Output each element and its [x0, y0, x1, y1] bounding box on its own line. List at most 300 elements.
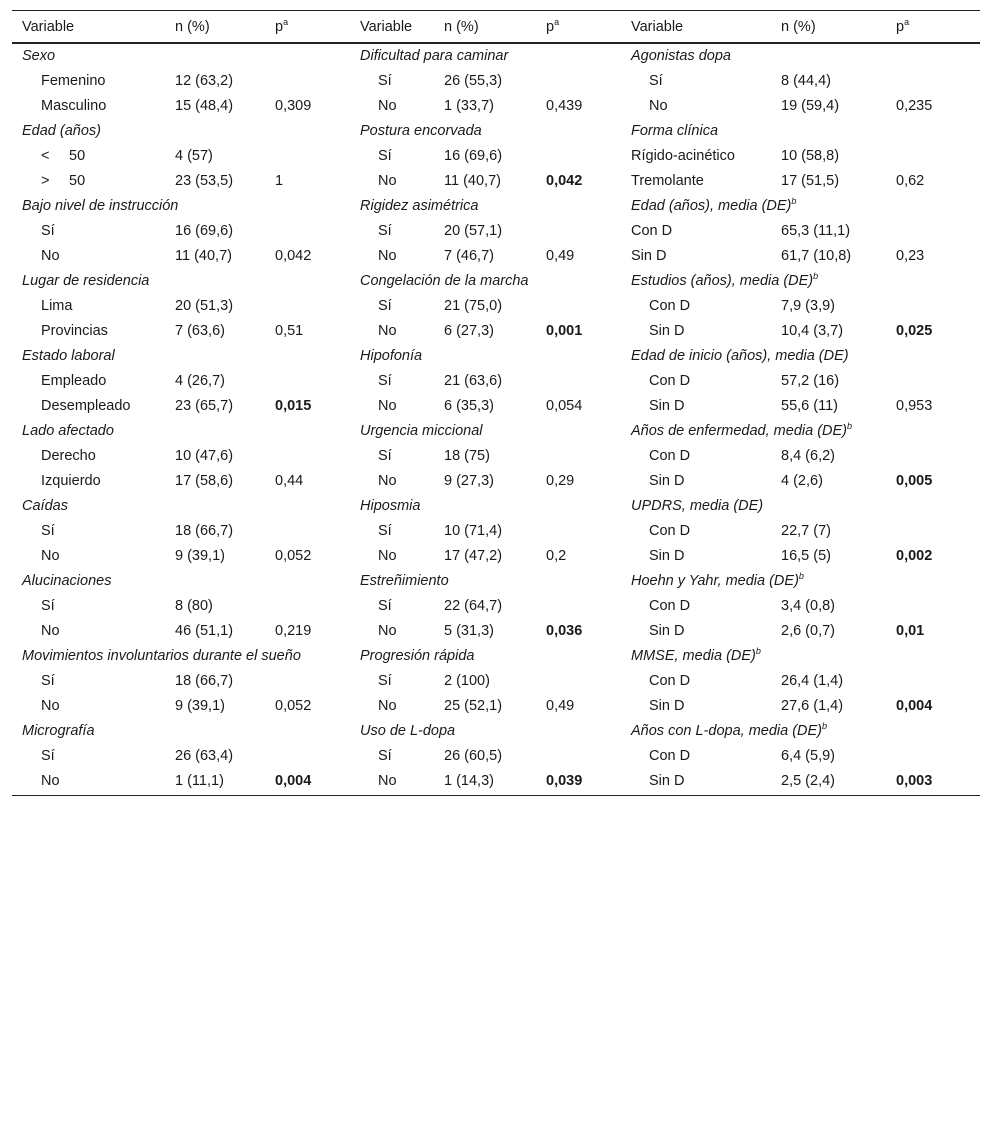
n-value: 61,7 (10,8)	[781, 248, 852, 264]
header-p-2	[546, 11, 631, 44]
row-label	[12, 394, 175, 419]
category-text: Agonistas dopa	[631, 48, 731, 64]
category-text: Estudios (años), media (DE)	[631, 273, 814, 289]
n-value: 12 (63,2)	[175, 73, 234, 89]
row-label	[12, 369, 175, 394]
n-value: 1 (11,1)	[175, 769, 275, 796]
category-label	[12, 194, 360, 219]
n-value: 6 (27,3)	[444, 323, 494, 339]
row-label-text: Derecho	[41, 448, 96, 464]
table-row	[12, 569, 980, 594]
p-value: 0,054	[546, 398, 583, 414]
row-label	[631, 744, 781, 769]
category-label	[631, 43, 980, 69]
category-footnote-mark: b	[791, 196, 797, 206]
n-value: 27,6 (1,4)	[781, 698, 844, 714]
header-row	[12, 11, 980, 44]
table-row	[12, 169, 980, 194]
header-n-1: n (%)	[175, 11, 275, 44]
row-label-text: No	[649, 98, 668, 114]
n-value: 10,4 (3,7)	[781, 323, 844, 339]
table-row	[12, 269, 980, 294]
category-text: Bajo nivel de instrucción	[22, 198, 179, 214]
category-text: Congelación de la marcha	[360, 273, 529, 289]
p-value: 0,51	[275, 323, 304, 339]
category-label	[12, 43, 360, 69]
p-value: 0,036	[546, 623, 583, 639]
row-label	[12, 444, 175, 469]
row-label-text: No	[41, 698, 60, 714]
row-label	[360, 394, 444, 419]
results-table-container	[12, 10, 980, 796]
category-label	[631, 569, 980, 594]
n-value: 2 (100)	[444, 673, 490, 689]
n-value: 21 (63,6)	[444, 373, 503, 389]
table-row	[12, 419, 980, 444]
row-label	[360, 594, 444, 619]
n-value: 23 (65,7)	[175, 398, 234, 414]
header-n-2: n (%)	[444, 11, 546, 44]
row-label	[360, 319, 444, 344]
n-value: 26 (63,4)	[175, 748, 234, 764]
header-p-sup: a	[904, 17, 910, 27]
row-label-text: No	[378, 173, 397, 189]
n-value: 23 (53,5)	[175, 173, 234, 189]
p-value	[546, 669, 631, 694]
p-value: 0,219	[275, 623, 312, 639]
row-label	[12, 294, 175, 319]
n-value: 8 (80)	[175, 598, 213, 614]
p-value	[546, 594, 631, 619]
n-value: 9 (27,3)	[444, 473, 494, 489]
row-label-text: Sí	[378, 598, 392, 614]
row-label	[12, 694, 175, 719]
row-label-text: No	[41, 548, 60, 564]
table-row	[12, 669, 980, 694]
p-value	[546, 369, 631, 394]
row-label-text: Sí	[41, 523, 55, 539]
p-value	[546, 519, 631, 544]
category-label	[12, 419, 360, 444]
p-value	[546, 294, 631, 319]
row-label	[360, 694, 444, 719]
n-value: 6 (35,3)	[444, 398, 494, 414]
row-label-text: Sin D	[631, 248, 667, 264]
n-value: 21 (75,0)	[444, 298, 503, 314]
category-text: Hiposmia	[360, 498, 421, 514]
category-label	[12, 719, 360, 744]
category-text: MMSE, media (DE)	[631, 648, 756, 664]
category-label	[631, 344, 980, 369]
n-value: 6,4 (5,9)	[781, 748, 835, 764]
table-header	[12, 11, 980, 44]
row-label	[631, 694, 781, 719]
row-label	[360, 169, 444, 194]
category-text: Movimientos involuntarios durante el sueño	[22, 648, 301, 664]
category-text: Lugar de residencia	[22, 273, 150, 289]
n-value: 10 (47,6)	[175, 448, 234, 464]
n-value: 7,9 (3,9)	[781, 298, 835, 314]
row-label-text: Sí	[41, 673, 55, 689]
table-row	[12, 619, 980, 644]
n-value: 18 (66,7)	[175, 523, 234, 539]
category-text: Dificultad para caminar	[360, 48, 509, 64]
row-label	[360, 244, 444, 269]
n-value: 4 (2,6)	[781, 473, 823, 489]
row-label-text: Sin D	[649, 473, 685, 489]
table-row	[12, 94, 980, 119]
row-label	[631, 169, 781, 194]
row-label-text: Sin D	[649, 698, 685, 714]
p-value: 0,052	[275, 548, 312, 564]
category-text: Lado afectado	[22, 423, 114, 439]
category-label	[360, 719, 631, 744]
p-value: 0,042	[546, 173, 583, 189]
n-value: 10 (58,8)	[781, 148, 840, 164]
n-value: 11 (40,7)	[175, 248, 232, 264]
row-label-text: Con D	[649, 373, 691, 389]
category-text: Edad (años)	[22, 123, 101, 139]
row-label	[631, 144, 781, 169]
category-text: Edad de inicio (años), media (DE)	[631, 348, 849, 364]
row-label-text: Con D	[649, 298, 691, 314]
n-value: 26 (60,5)	[444, 748, 503, 764]
row-label	[631, 244, 781, 269]
p-value: 0,001	[546, 323, 583, 339]
p-value	[275, 744, 360, 769]
p-value	[896, 219, 980, 244]
n-value: 2,6 (0,7)	[781, 623, 835, 639]
row-label	[631, 219, 781, 244]
n-value: 4 (26,7)	[175, 373, 225, 389]
row-label-text: Sin D	[649, 548, 685, 564]
category-text: Estado laboral	[22, 348, 115, 364]
row-label	[12, 594, 175, 619]
p-value: 0,44	[275, 473, 304, 489]
table-row	[12, 319, 980, 344]
category-label	[12, 344, 360, 369]
n-value: 10 (71,4)	[444, 523, 503, 539]
table-row	[12, 719, 980, 744]
category-text: Sexo	[22, 48, 56, 64]
table-row	[12, 294, 980, 319]
p-value	[546, 144, 631, 169]
table-row	[12, 544, 980, 569]
n-value: 9 (39,1)	[175, 548, 225, 564]
row-label	[12, 519, 175, 544]
n-value: 46 (51,1)	[175, 623, 234, 639]
row-label	[631, 369, 781, 394]
comparison-symbol: <	[41, 148, 50, 164]
category-text: Hipofonía	[360, 348, 423, 364]
row-label-text: Con D	[649, 673, 691, 689]
row-label	[12, 169, 175, 194]
category-label	[12, 269, 360, 294]
n-value: 22 (64,7)	[444, 598, 503, 614]
category-text: UPDRS, media (DE)	[631, 498, 764, 514]
row-label	[360, 519, 444, 544]
row-label-text: No	[378, 698, 397, 714]
p-value: 0,004	[275, 769, 360, 796]
p-value: 0,23	[896, 248, 925, 264]
n-value: 65,3 (11,1)	[781, 223, 851, 239]
p-value	[896, 594, 980, 619]
row-label-text: Sí	[649, 73, 663, 89]
row-label-text: No	[378, 98, 397, 114]
row-label-text: Sí	[378, 73, 392, 89]
category-label	[360, 43, 631, 69]
row-label-text: Tremolante	[631, 173, 704, 189]
row-label-text: No	[41, 773, 60, 789]
row-label-text: Femenino	[41, 73, 106, 89]
category-label	[360, 419, 631, 444]
table-row	[12, 69, 980, 94]
n-value: 15 (48,4)	[175, 98, 234, 114]
category-label	[631, 494, 980, 519]
row-label	[12, 769, 175, 796]
n-value: 17 (58,6)	[175, 473, 234, 489]
header-variable-3: Variable	[631, 11, 781, 44]
table-row	[12, 644, 980, 669]
row-label	[360, 94, 444, 119]
row-label	[360, 544, 444, 569]
n-value: 4 (57)	[175, 148, 213, 164]
n-value: 7 (46,7)	[444, 248, 494, 264]
row-label-text: Con D	[631, 223, 673, 239]
p-value	[896, 444, 980, 469]
p-value	[546, 744, 631, 769]
n-value: 16 (69,6)	[444, 148, 503, 164]
row-label	[360, 69, 444, 94]
row-label-text: 50	[69, 148, 86, 164]
row-label-text: Sí	[41, 748, 55, 764]
row-label	[631, 294, 781, 319]
row-label	[360, 669, 444, 694]
p-value: 0,004	[896, 698, 933, 714]
category-footnote-mark: b	[847, 421, 853, 431]
p-value: 0,039	[546, 769, 631, 796]
p-value: 0,49	[546, 248, 575, 264]
row-label-text: Sí	[378, 523, 392, 539]
p-value: 0,29	[546, 473, 575, 489]
table-row	[12, 244, 980, 269]
category-label	[631, 419, 980, 444]
p-value: 0,002	[896, 548, 933, 564]
n-value: 19 (59,4)	[781, 98, 840, 114]
row-label-text: Izquierdo	[41, 473, 101, 489]
row-label	[360, 144, 444, 169]
p-value: 0,025	[896, 323, 933, 339]
category-footnote-mark: b	[813, 271, 819, 281]
table-row	[12, 344, 980, 369]
p-value: 0,953	[896, 398, 933, 414]
n-value: 9 (39,1)	[175, 698, 225, 714]
row-label-text: Sí	[378, 673, 392, 689]
row-label-text: No	[378, 623, 397, 639]
n-value: 18 (75)	[444, 448, 490, 464]
category-label	[12, 569, 360, 594]
row-label	[360, 294, 444, 319]
row-label-text: No	[378, 323, 397, 339]
p-value	[275, 444, 360, 469]
n-value: 17 (51,5)	[781, 173, 840, 189]
row-label-text: Sin D	[649, 773, 685, 789]
p-value: 0,309	[275, 98, 312, 114]
header-p-label: p	[896, 19, 905, 35]
category-label	[12, 119, 360, 144]
row-label	[631, 69, 781, 94]
row-label-text: 50	[69, 173, 86, 189]
table-row	[12, 769, 980, 796]
header-p-sup: a	[554, 17, 560, 27]
p-value	[896, 744, 980, 769]
category-label	[360, 269, 631, 294]
row-label	[360, 744, 444, 769]
header-p-sup: a	[283, 17, 289, 27]
p-value: 0,015	[275, 398, 312, 414]
p-value: 0,003	[896, 769, 980, 796]
row-label	[12, 744, 175, 769]
p-value	[275, 369, 360, 394]
table-row	[12, 369, 980, 394]
p-value: 0,005	[896, 473, 933, 489]
row-label	[631, 619, 781, 644]
row-label-text: Sí	[378, 298, 392, 314]
table-row	[12, 119, 980, 144]
p-value	[896, 519, 980, 544]
row-label	[360, 619, 444, 644]
category-label	[360, 119, 631, 144]
category-text: Edad (años), media (DE)	[631, 198, 792, 214]
p-value: 0,042	[275, 248, 312, 264]
n-value: 16 (69,6)	[175, 223, 234, 239]
category-text: Estreñimiento	[360, 573, 449, 589]
n-value: 1 (33,7)	[444, 98, 494, 114]
row-label-text: No	[41, 248, 60, 264]
row-label-text: Con D	[649, 598, 691, 614]
header-variable-2: Variable	[360, 11, 444, 44]
row-label	[631, 394, 781, 419]
n-value: 7 (63,6)	[175, 323, 225, 339]
table-body	[12, 43, 980, 796]
row-label	[360, 219, 444, 244]
table-row	[12, 469, 980, 494]
p-value	[275, 594, 360, 619]
category-text: Rigidez asimétrica	[360, 198, 479, 214]
p-value	[275, 294, 360, 319]
row-label	[12, 94, 175, 119]
category-label	[360, 344, 631, 369]
n-value: 20 (57,1)	[444, 223, 503, 239]
n-value: 20 (51,3)	[175, 298, 234, 314]
row-label-text: Provincias	[41, 323, 108, 339]
p-value	[275, 69, 360, 94]
n-value: 11 (40,7)	[444, 173, 501, 189]
row-label	[631, 519, 781, 544]
category-footnote-mark: b	[755, 646, 761, 656]
category-text: Progresión rápida	[360, 648, 475, 664]
n-value: 8 (44,4)	[781, 73, 831, 89]
n-value: 16,5 (5)	[781, 548, 831, 564]
category-text: Urgencia miccional	[360, 423, 483, 439]
row-label-text: Desempleado	[41, 398, 131, 414]
results-table	[12, 10, 980, 796]
n-value: 3,4 (0,8)	[781, 598, 835, 614]
category-label	[631, 719, 980, 744]
p-value	[275, 669, 360, 694]
category-text: Años con L-dopa, media (DE)	[631, 723, 823, 739]
row-label-text: Sí	[41, 598, 55, 614]
category-text: Forma clínica	[631, 123, 719, 139]
p-value: 0,2	[546, 548, 567, 564]
category-text: Años de enfermedad, media (DE)	[631, 423, 847, 439]
row-label-text: Sí	[378, 373, 392, 389]
p-value	[546, 69, 631, 94]
n-value: 2,5 (2,4)	[781, 769, 896, 796]
table-row	[12, 519, 980, 544]
row-label	[12, 69, 175, 94]
row-label-text: No	[378, 473, 397, 489]
n-value: 22,7 (7)	[781, 523, 831, 539]
category-label	[360, 644, 631, 669]
row-label	[631, 544, 781, 569]
row-label-text: Masculino	[41, 98, 107, 114]
row-label	[631, 469, 781, 494]
p-value: 0,62	[896, 173, 925, 189]
category-text: Caídas	[22, 498, 68, 514]
table-row	[12, 594, 980, 619]
table-row	[12, 494, 980, 519]
category-label	[12, 494, 360, 519]
row-label	[631, 769, 781, 796]
category-text: Alucinaciones	[22, 573, 112, 589]
row-label	[631, 319, 781, 344]
row-label-text: Con D	[649, 523, 691, 539]
p-value: 0,052	[275, 698, 312, 714]
p-value	[275, 144, 360, 169]
category-label	[631, 644, 980, 669]
row-label	[631, 669, 781, 694]
row-label	[12, 244, 175, 269]
comparison-symbol: >	[41, 173, 50, 189]
row-label-text: Con D	[649, 748, 691, 764]
category-label	[631, 269, 980, 294]
row-label-text: No	[41, 623, 60, 639]
category-label	[360, 494, 631, 519]
category-text: Uso de L-dopa	[360, 723, 456, 739]
category-label	[360, 569, 631, 594]
p-value: 0,49	[546, 698, 575, 714]
row-label	[12, 144, 175, 169]
n-value: 57,2 (16)	[781, 373, 840, 389]
row-label-text: Sin D	[649, 398, 685, 414]
row-label	[631, 94, 781, 119]
row-label	[360, 769, 444, 796]
row-label-text: Empleado	[41, 373, 107, 389]
n-value: 18 (66,7)	[175, 673, 234, 689]
n-value: 1 (14,3)	[444, 769, 546, 796]
row-label	[12, 469, 175, 494]
row-label-text: Sí	[378, 223, 392, 239]
row-label	[12, 219, 175, 244]
table-row	[12, 43, 980, 69]
row-label-text: Sin D	[649, 623, 685, 639]
row-label	[12, 544, 175, 569]
row-label-text: Sí	[378, 448, 392, 464]
row-label	[631, 444, 781, 469]
row-label	[12, 319, 175, 344]
row-label-text: No	[378, 773, 397, 789]
